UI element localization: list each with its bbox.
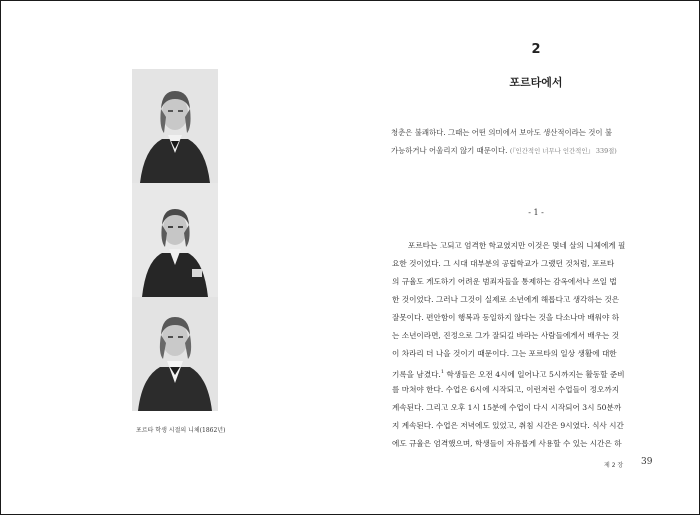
body-line: 를 마쳐야 한다. 수업은 6시에 시작되고, 이런저런 수업들이 정오까지 — [392, 385, 620, 394]
running-head: 제 2 장 — [604, 462, 624, 469]
body-line: 요한 것이었다. 그 시대 대부분의 공립학교가 그랬던 것처럼, 포르타 — [392, 259, 615, 268]
epigraph-source: (『인간적인 너무나 인간적인』 339절) — [509, 147, 617, 155]
portrait-1 — [132, 69, 218, 183]
page-number: 39 — [641, 457, 653, 467]
body-line: 의 규율도 게도하기 어려운 범죄자들을 통제하는 감옥에서나 쓰일 법 — [392, 277, 617, 286]
epigraph-line: 청춘은 불쾌하다. 그때는 어떤 의미에서 보아도 생산적이라는 것이 불 — [391, 128, 613, 137]
portrait-2 — [132, 183, 218, 297]
body-line-text: 기록을 남겼다. — [392, 370, 441, 379]
epigraph-text: 가능하거나 어울리지 않기 때문이다. — [391, 146, 508, 155]
body-line: 계속된다. 그리고 오후 1시 15분에 수업이 다시 시작되어 3시 50분까 — [392, 403, 622, 412]
body-text — [392, 237, 664, 453]
body-line: 이 차라리 더 나을 것이기 때문이다. 그는 포르타의 일상 생활에 대한 — [392, 349, 617, 358]
footnote-marker: 1 — [440, 369, 445, 375]
photo-caption: 포르타 학생 시절의 니체(1862년) — [136, 427, 226, 434]
body-line: 잘못이다. 편안함이 행복과 동일하지 않다는 것을 다소나마 배워야 하 — [392, 313, 620, 322]
portrait-3 — [132, 297, 218, 411]
epigraph — [391, 124, 663, 160]
epigraph-line — [391, 142, 663, 160]
body-line: 지 계속된다. 수업은 저녁에도 있었고, 취침 시간은 9시였다. 식사 시간 — [392, 421, 624, 430]
body-line: 포르타는 고되고 엄격한 학교였지만 이것은 몇네 살의 니체에게 필 — [408, 241, 626, 250]
chapter-number: 2 — [531, 42, 541, 57]
section-marker: - 1 - — [528, 208, 544, 217]
body-line-text: 학생들은 오전 4시에 일어나고 5시까지는 활동할 준비 — [446, 370, 625, 379]
body-line — [392, 363, 664, 381]
photo-strip — [132, 69, 218, 411]
body-line: 에도 규율은 엄격했으며, 학생들이 자유롭게 사용할 수 있는 시간은 하 — [392, 439, 622, 448]
body-line: 는 소년이라면, 진정으로 그가 잘되길 바라는 사람들에게서 배우는 것 — [392, 331, 620, 340]
body-line: 한 것이었다. 그러나 그것이 실제로 소년에게 해롭다고 생각하는 것은 — [392, 295, 620, 304]
chapter-title: 포르타에서 — [509, 76, 563, 89]
